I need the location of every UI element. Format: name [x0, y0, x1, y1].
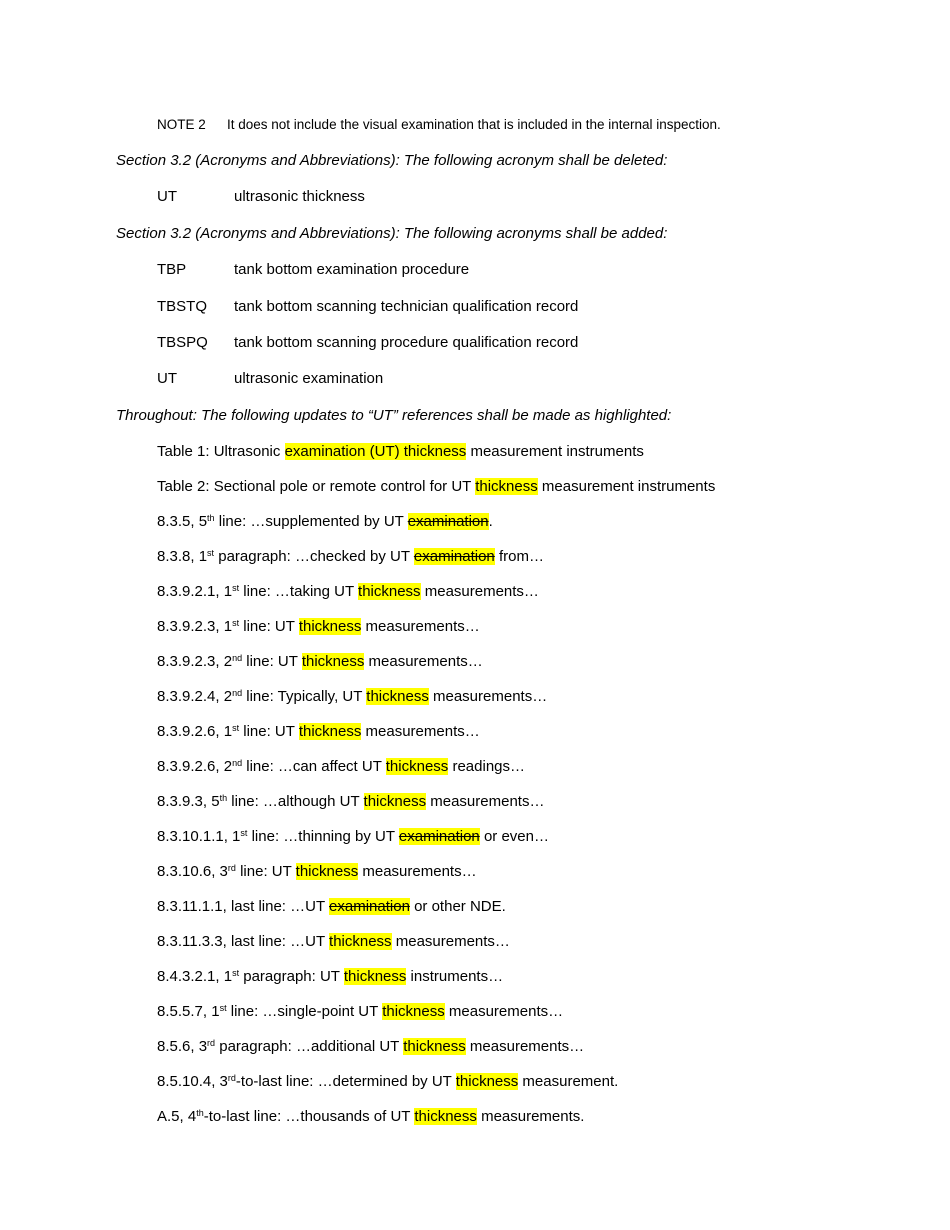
added-highlight: thickness [385, 758, 449, 775]
ordinal-suffix: st [232, 968, 240, 978]
struck-highlight: examination [413, 548, 495, 565]
ut-update-item [157, 1038, 584, 1056]
reference-text: 8.3.9.2.3, 2 [157, 653, 233, 670]
ut-update-item [157, 653, 483, 671]
added-highlight: thickness [414, 1108, 477, 1125]
ordinal-suffix: rd [227, 863, 236, 873]
added-acronym-row [157, 370, 383, 388]
added-highlight: examination (UT) thickness [284, 443, 467, 460]
reference-text: 8.3.9.2.6, 2 [157, 758, 233, 775]
reference-text: Table 1: Ultrasonic [157, 443, 285, 460]
reference-text: 8.3.10.1.1, 1 [157, 828, 241, 845]
reference-text: measurements… [391, 933, 510, 950]
ut-update-item [157, 723, 480, 741]
reference-text: measurements… [444, 1003, 564, 1020]
reference-text: Table 2: Sectional pole or remote control for UT [157, 478, 476, 495]
added-highlight: thickness [301, 653, 365, 670]
acronym-definition: tank bottom scanning procedure qualification record [234, 334, 579, 351]
reference-text: or other NDE. [409, 898, 506, 915]
reference-text: line: …single-point UT [226, 1003, 383, 1020]
ordinal-suffix: st [232, 618, 240, 628]
struck-highlight: examination [398, 828, 480, 845]
reference-text: 8.3.11.1.1, last line: …UT [157, 898, 330, 915]
added-highlight: thickness [475, 478, 538, 495]
note-2 [157, 116, 721, 134]
added-highlight: thickness [329, 933, 392, 950]
reference-text: measurements… [426, 793, 545, 810]
reference-text: 8.3.9.2.6, 1 [157, 723, 233, 740]
acronym-definition: tank bottom examination procedure [234, 261, 470, 278]
acronym: TBSPQ [157, 334, 208, 351]
ut-update-item [157, 513, 493, 531]
ordinal-suffix: th [207, 513, 215, 523]
ordinal-suffix: st [232, 583, 240, 593]
reference-text: line: Typically, UT [242, 688, 367, 705]
reference-text: paragraph: UT [239, 968, 344, 985]
ut-update-item [157, 478, 715, 496]
ut-update-item [157, 898, 506, 916]
heading-acronyms-added: Section 3.2 (Acronyms and Abbreviations): The following acronyms shall be added: [116, 225, 668, 242]
reference-text: 8.3.9.3, 5 [157, 793, 220, 810]
ut-update-item [157, 583, 539, 601]
reference-text: measurements… [364, 653, 483, 670]
reference-text: 8.3.10.6, 3 [157, 863, 228, 880]
ordinal-suffix: th [196, 1108, 204, 1118]
ordinal-suffix: nd [232, 758, 243, 768]
ut-update-item [157, 618, 480, 636]
ut-update-item [157, 863, 477, 881]
ordinal-suffix: st [240, 828, 248, 838]
reference-text: 8.5.10.4, 3 [157, 1073, 228, 1090]
reference-text: line: …although UT [227, 793, 364, 810]
acronym: UT [157, 188, 177, 205]
reference-text: measurements. [476, 1108, 585, 1125]
added-highlight: thickness [295, 863, 359, 880]
reference-text: 8.3.9.2.1, 1 [157, 583, 233, 600]
reference-text: line: UT [239, 618, 299, 635]
ordinal-suffix: th [219, 793, 228, 803]
reference-text: A.5, 4 [157, 1108, 197, 1125]
added-highlight: thickness [363, 793, 427, 810]
added-highlight: thickness [298, 723, 362, 740]
struck-highlight: examination [407, 513, 489, 530]
reference-text: . [488, 513, 493, 530]
reference-text: 8.3.11.3.3, last line: …UT [157, 933, 330, 950]
reference-text: line: UT [242, 653, 302, 670]
ut-update-item [157, 758, 525, 776]
reference-text: measurements… [358, 863, 477, 880]
note-label: NOTE 2 [157, 117, 206, 132]
reference-text: line: UT [239, 723, 299, 740]
reference-text: line: …can affect UT [242, 758, 386, 775]
acronym-definition: tank bottom scanning technician qualification record [234, 298, 579, 315]
reference-text: measurements… [465, 1038, 585, 1055]
reference-text: line: …taking UT [239, 583, 359, 600]
ordinal-suffix: nd [232, 688, 243, 698]
added-highlight: thickness [382, 1003, 445, 1020]
reference-text: measurements… [361, 723, 480, 740]
ut-update-item [157, 1108, 584, 1126]
acronym-definition: ultrasonic thickness [234, 188, 365, 205]
reference-text: measurements… [420, 583, 539, 600]
ordinal-suffix: rd [207, 1038, 216, 1048]
ordinal-suffix: rd [227, 1073, 236, 1083]
reference-text: 8.3.9.2.4, 2 [157, 688, 233, 705]
ut-update-item [157, 828, 549, 846]
ordinal-suffix: st [207, 548, 215, 558]
note-text: It does not include the visual examination that is included in the internal inspection. [227, 117, 721, 132]
ut-update-item [157, 548, 544, 566]
reference-text: readings… [448, 758, 526, 775]
reference-text: -to-last line: …thousands of UT [203, 1108, 415, 1125]
reference-text: -to-last line: …determined by UT [235, 1073, 456, 1090]
reference-text: from… [494, 548, 544, 565]
ut-update-item [157, 1003, 563, 1021]
reference-text: or even… [479, 828, 549, 845]
added-acronym-row [157, 298, 578, 316]
added-highlight: thickness [358, 583, 421, 600]
ut-update-item [157, 443, 644, 461]
acronym: UT [157, 370, 177, 387]
heading-ut-updates: Throughout: The following updates to “UT” references shall be made as highlighted: [116, 407, 672, 424]
ordinal-suffix: st [219, 1003, 227, 1013]
reference-text: measurement. [518, 1073, 619, 1090]
added-highlight: thickness [298, 618, 362, 635]
reference-text: measurement instruments [466, 443, 644, 460]
reference-text: 8.3.8, 1 [157, 548, 208, 565]
reference-text: 8.5.5.7, 1 [157, 1003, 220, 1020]
acronym: TBSTQ [157, 298, 208, 315]
reference-text: paragraph: …checked by UT [214, 548, 414, 565]
ut-update-item [157, 968, 503, 986]
ut-update-item [157, 793, 544, 811]
reference-text: line: UT [235, 863, 296, 880]
added-highlight: thickness [343, 968, 407, 985]
acronym: TBP [157, 261, 187, 278]
reference-text: 8.5.6, 3 [157, 1038, 208, 1055]
struck-highlight: examination [329, 898, 410, 915]
acronym-definition: ultrasonic examination [234, 370, 384, 387]
reference-text: 8.4.3.2.1, 1 [157, 968, 233, 985]
ut-update-item [157, 1073, 618, 1091]
ut-update-item [157, 688, 547, 706]
added-acronym-row [157, 334, 578, 352]
ordinal-suffix: nd [232, 653, 243, 663]
reference-text: instruments… [406, 968, 504, 985]
deleted-acronym-row [157, 188, 365, 206]
reference-text: line: …thinning by UT [247, 828, 399, 845]
heading-acronym-deleted: Section 3.2 (Acronyms and Abbreviations): The following acronym shall be deleted: [116, 152, 668, 169]
ordinal-suffix: st [232, 723, 240, 733]
added-highlight: thickness [366, 688, 429, 705]
added-acronym-row [157, 261, 469, 279]
reference-text: 8.3.5, 5 [157, 513, 208, 530]
reference-text: measurements… [428, 688, 548, 705]
reference-text: measurement instruments [537, 478, 716, 495]
reference-text: paragraph: …additional UT [215, 1038, 404, 1055]
reference-text: measurements… [361, 618, 480, 635]
ut-update-item [157, 933, 510, 951]
reference-text: 8.3.9.2.3, 1 [157, 618, 233, 635]
reference-text: line: …supplemented by UT [214, 513, 408, 530]
added-highlight: thickness [403, 1038, 466, 1055]
added-highlight: thickness [455, 1073, 519, 1090]
